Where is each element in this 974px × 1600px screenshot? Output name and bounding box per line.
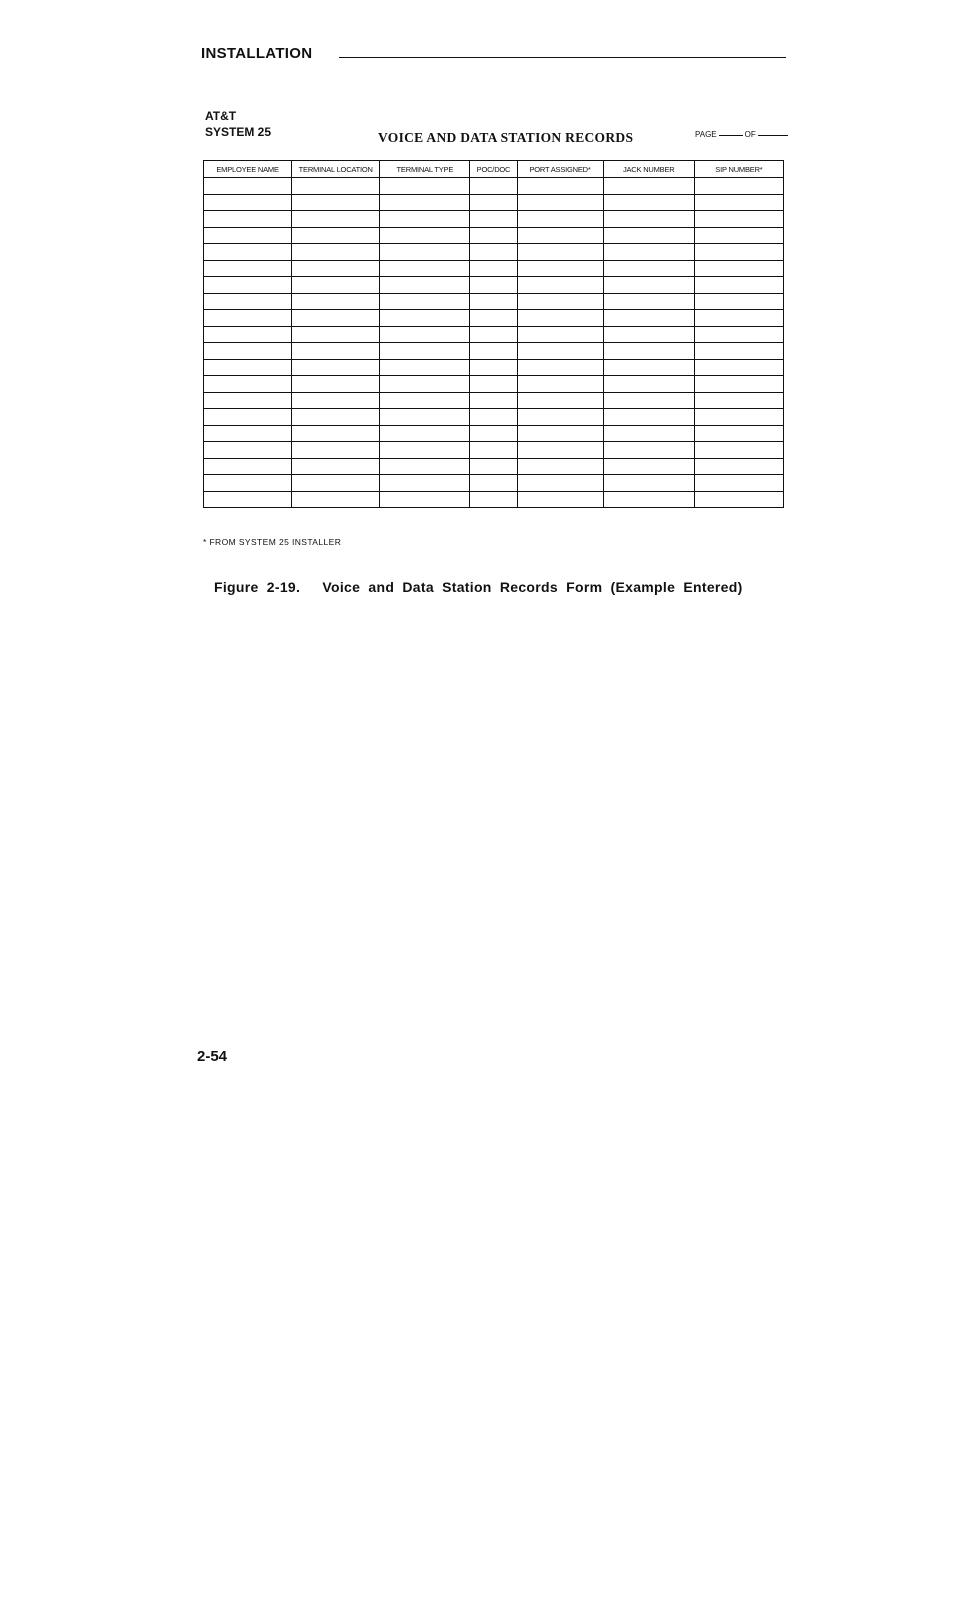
table-row <box>204 293 784 310</box>
table-cell <box>517 211 603 228</box>
table-cell <box>380 326 470 343</box>
table-cell <box>292 343 380 360</box>
table-cell <box>380 442 470 459</box>
table-cell <box>603 491 694 508</box>
table-cell <box>292 260 380 277</box>
table-cell <box>380 277 470 294</box>
table-cell <box>603 310 694 327</box>
table-cell <box>517 475 603 492</box>
table-cell <box>470 194 517 211</box>
table-row <box>204 277 784 294</box>
table-cell <box>470 343 517 360</box>
table-cell <box>292 392 380 409</box>
table-row <box>204 227 784 244</box>
table-cell <box>380 178 470 195</box>
table-row <box>204 475 784 492</box>
table-cell <box>380 458 470 475</box>
table-cell <box>380 343 470 360</box>
table-cell <box>694 491 783 508</box>
table-cell <box>603 458 694 475</box>
table-cell <box>470 293 517 310</box>
table-cell <box>380 376 470 393</box>
table-cell <box>603 244 694 261</box>
table-cell <box>517 491 603 508</box>
table-cell <box>292 409 380 426</box>
brand-line-company: AT&T <box>205 109 237 123</box>
table-cell <box>517 194 603 211</box>
table-cell <box>694 359 783 376</box>
table-cell <box>470 277 517 294</box>
table-cell <box>204 211 292 228</box>
table-cell <box>694 326 783 343</box>
table-cell <box>204 425 292 442</box>
table-cell <box>470 227 517 244</box>
table-cell <box>694 409 783 426</box>
table-cell <box>470 376 517 393</box>
table-cell <box>204 227 292 244</box>
section-header: INSTALLATION <box>201 45 313 62</box>
page-of-field <box>695 126 790 139</box>
table-cell <box>204 376 292 393</box>
brand-line-system: SYSTEM 25 <box>205 125 272 139</box>
table-cell <box>603 260 694 277</box>
table-cell <box>204 260 292 277</box>
table-cell <box>292 310 380 327</box>
column-header: SIP NUMBER* <box>694 161 783 178</box>
table-cell <box>292 227 380 244</box>
table-cell <box>292 475 380 492</box>
table-cell <box>694 376 783 393</box>
table-row <box>204 491 784 508</box>
brand-block <box>205 108 271 140</box>
table-cell <box>694 194 783 211</box>
table-row <box>204 343 784 360</box>
table-cell <box>694 227 783 244</box>
page-label: PAGE <box>695 130 717 139</box>
table-cell <box>694 458 783 475</box>
of-blank <box>758 134 788 136</box>
table-cell <box>204 178 292 195</box>
table-cell <box>292 326 380 343</box>
column-header: EMPLOYEE NAME <box>204 161 292 178</box>
table-cell <box>694 293 783 310</box>
table-cell <box>470 409 517 426</box>
table-cell <box>204 491 292 508</box>
table-cell <box>380 409 470 426</box>
table-cell <box>292 178 380 195</box>
table-cell <box>517 442 603 459</box>
column-header: TERMINAL LOCATION <box>292 161 380 178</box>
table-cell <box>204 293 292 310</box>
table-cell <box>292 442 380 459</box>
table-row <box>204 194 784 211</box>
table-cell <box>603 409 694 426</box>
table-cell <box>694 211 783 228</box>
figure-caption <box>214 579 743 595</box>
table-cell <box>603 392 694 409</box>
table-cell <box>603 194 694 211</box>
table-cell <box>603 359 694 376</box>
table-cell <box>694 343 783 360</box>
table-cell <box>292 277 380 294</box>
table-cell <box>603 475 694 492</box>
table-cell <box>470 475 517 492</box>
table-cell <box>517 458 603 475</box>
table-cell <box>517 227 603 244</box>
form-title: VOICE AND DATA STATION RECORDS <box>378 130 634 145</box>
table-cell <box>204 475 292 492</box>
table-cell <box>517 178 603 195</box>
table-cell <box>517 326 603 343</box>
table-row <box>204 244 784 261</box>
column-header: JACK NUMBER <box>603 161 694 178</box>
header-rule <box>339 57 786 58</box>
table-cell <box>470 458 517 475</box>
table-cell <box>380 359 470 376</box>
table-cell <box>517 244 603 261</box>
table-cell <box>603 376 694 393</box>
table-cell <box>470 425 517 442</box>
table-cell <box>292 376 380 393</box>
table-cell <box>470 326 517 343</box>
table-header-row <box>204 161 784 178</box>
table-cell <box>603 326 694 343</box>
table-row <box>204 425 784 442</box>
table-cell <box>603 425 694 442</box>
table-row <box>204 458 784 475</box>
table-cell <box>517 260 603 277</box>
table-cell <box>517 409 603 426</box>
table-cell <box>470 392 517 409</box>
table-cell <box>380 293 470 310</box>
table-cell <box>204 194 292 211</box>
table-cell <box>292 194 380 211</box>
table-cell <box>517 376 603 393</box>
column-header: TERMINAL TYPE <box>380 161 470 178</box>
table-row <box>204 310 784 327</box>
table-cell <box>380 227 470 244</box>
table-cell <box>380 211 470 228</box>
of-label: OF <box>744 130 756 139</box>
table-cell <box>204 359 292 376</box>
table-cell <box>292 211 380 228</box>
table-cell <box>470 244 517 261</box>
table-cell <box>380 425 470 442</box>
page-number: 2-54 <box>197 1048 228 1065</box>
table-cell <box>292 491 380 508</box>
table-cell <box>470 260 517 277</box>
table-cell <box>603 211 694 228</box>
table-cell <box>694 178 783 195</box>
table-cell <box>517 310 603 327</box>
table-cell <box>380 310 470 327</box>
table-cell <box>517 293 603 310</box>
table-cell <box>694 260 783 277</box>
table-cell <box>204 392 292 409</box>
table-cell <box>204 458 292 475</box>
table-cell <box>694 425 783 442</box>
table-cell <box>470 442 517 459</box>
table-cell <box>380 392 470 409</box>
table-cell <box>517 425 603 442</box>
table-cell <box>694 442 783 459</box>
table-cell <box>517 343 603 360</box>
table-cell <box>694 277 783 294</box>
table-row <box>204 178 784 195</box>
table-cell <box>694 392 783 409</box>
table-cell <box>292 293 380 310</box>
table-cell <box>603 277 694 294</box>
table-row <box>204 392 784 409</box>
figure-caption-text: Voice and Data Station Records Form (Example Entered) <box>322 579 743 595</box>
table-cell <box>694 475 783 492</box>
table-row <box>204 359 784 376</box>
table-cell <box>603 227 694 244</box>
table-cell <box>204 442 292 459</box>
table-cell <box>380 194 470 211</box>
table-cell <box>204 310 292 327</box>
table-cell <box>292 359 380 376</box>
table-cell <box>517 277 603 294</box>
table-cell <box>380 244 470 261</box>
table-row <box>204 326 784 343</box>
table-cell <box>204 343 292 360</box>
table-cell <box>204 277 292 294</box>
table-cell <box>603 442 694 459</box>
table-row <box>204 211 784 228</box>
table-cell <box>380 491 470 508</box>
table-cell <box>470 211 517 228</box>
table-cell <box>470 491 517 508</box>
table-cell <box>517 359 603 376</box>
figure-label: Figure 2-19. <box>214 579 301 595</box>
table-cell <box>470 178 517 195</box>
table-cell <box>292 425 380 442</box>
table-row <box>204 409 784 426</box>
table-cell <box>603 343 694 360</box>
table-cell <box>603 178 694 195</box>
page-blank <box>719 134 743 136</box>
table-cell <box>292 458 380 475</box>
table-body <box>204 178 784 508</box>
table-cell <box>694 310 783 327</box>
table-footnote: * FROM SYSTEM 25 INSTALLER <box>203 537 342 547</box>
table-cell <box>204 326 292 343</box>
table-row <box>204 442 784 459</box>
table-cell <box>470 310 517 327</box>
table-cell <box>204 244 292 261</box>
column-header: POC/DOC <box>470 161 517 178</box>
table-cell <box>204 409 292 426</box>
table-cell <box>292 244 380 261</box>
table-cell <box>380 475 470 492</box>
column-header: PORT ASSIGNED* <box>517 161 603 178</box>
table-cell <box>603 293 694 310</box>
table-cell <box>517 392 603 409</box>
table-row <box>204 376 784 393</box>
table-cell <box>694 244 783 261</box>
station-records-table <box>203 160 784 508</box>
table-cell <box>470 359 517 376</box>
table-row <box>204 260 784 277</box>
table-cell <box>380 260 470 277</box>
